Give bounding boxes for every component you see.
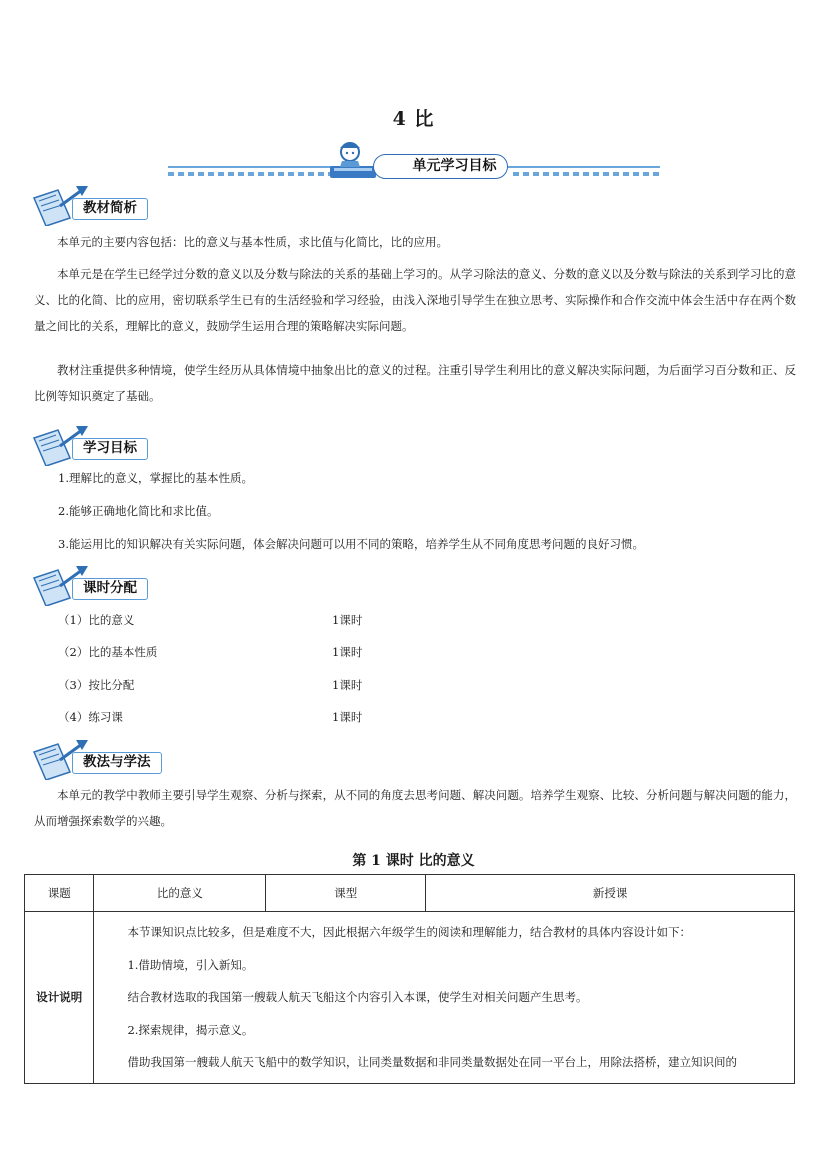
- unit-goal-banner: [168, 140, 660, 180]
- table-header-cell: 课型: [266, 875, 426, 912]
- section-header-schedule: [30, 564, 190, 604]
- schedule-name: （4）练习课: [58, 710, 123, 724]
- schedule-hours: 1课时: [332, 678, 363, 692]
- student-mascot-icon: [328, 140, 378, 180]
- design-line: 2.探索规律，揭示意义。: [127, 1022, 254, 1037]
- analysis-paragraph: 教材注重提供多种情境，使学生经历从具体情境中抽象出比的意义的过程。注重引导学生利用比的意义解决实际问题，为后面学习百分数和正、反比例等知识奠定了基础。: [34, 363, 796, 403]
- section-header-methods: [30, 738, 190, 778]
- design-description-cell: [94, 912, 795, 1084]
- design-line: 1.借助情境，引入新知。: [127, 957, 254, 972]
- page-title: 4 比: [392, 108, 435, 130]
- lesson-title: 第 1 课时 比的意义: [352, 853, 475, 869]
- section-title: 课时分配: [72, 578, 148, 600]
- schedule-hours: 1课时: [332, 613, 363, 627]
- design-line: 结合教材选取的我国第一艘载人航天飞船这个内容引入本课，使学生对相关问题产生思考。: [127, 990, 588, 1004]
- table-header-cell: 新授课: [426, 875, 795, 912]
- table-header-cell: 比的意义: [94, 875, 266, 912]
- table-row-label: 设计说明: [25, 912, 94, 1084]
- schedule-name: （1）比的意义: [58, 613, 135, 627]
- schedule-name: （2）比的基本性质: [58, 645, 158, 659]
- analysis-paragraph: 本单元是在学生已经学过分数的意义以及分数与除法的关系的基础上学习的。从学习除法的意义、分数的意义以及分数与除法的关系到学习比的意义、比的化简、比的应用，密切联系学生已有的生活经验和学习经验，由浅入深地引导学生在独立思考、实际操作和合作交流中体会生活中存在两个数量之间比的关系，理解比的意义，鼓励学生运用合理的策略解决实际问题。: [34, 267, 796, 333]
- section-title: 学习目标: [72, 438, 148, 460]
- section-title: 教法与学法: [72, 752, 162, 774]
- banner-dash-right: [513, 172, 660, 176]
- section-title: 教材简析: [72, 198, 148, 220]
- banner-label: 单元学习目标: [373, 154, 508, 179]
- section-header-textbook-analysis: [30, 184, 190, 224]
- methods-paragraph: 本单元的教学中教师主要引导学生观察、分析与探索，从不同的角度去思考问题、解决问题。培养学生观察、比较、分析问题与解决问题的能力，从而增强探索数学的兴趣。: [34, 788, 796, 828]
- design-line: 借助我国第一艘载人航天飞船中的数学知识，让同类量数据和非同类量数据处在同一平台上，用除法搭桥，建立知识间的: [127, 1055, 737, 1069]
- goal-item: 1.理解比的意义，掌握比的基本性质。: [58, 471, 253, 485]
- lesson-table: [24, 874, 795, 1084]
- section-header-learning-goals: [30, 424, 190, 464]
- goal-item: 2.能够正确地化简比和求比值。: [58, 504, 219, 518]
- schedule-hours: 1课时: [332, 710, 363, 724]
- design-line: 本节课知识点比较多，但是难度不大，因此根据六年级学生的阅读和理解能力，结合教材的具体内容设计如下：: [127, 925, 691, 939]
- schedule-name: （3）按比分配: [58, 678, 135, 692]
- table-header-cell: 课题: [25, 875, 94, 912]
- goal-item: 3.能运用比的知识解决有关实际问题，体会解决问题可以用不同的策略，培养学生从不同角度思考问题的良好习惯。: [58, 537, 644, 551]
- analysis-paragraph: 本单元的主要内容包括：比的意义与基本性质，求比值与化简比，比的应用。: [57, 235, 448, 249]
- schedule-hours: 1课时: [332, 645, 363, 659]
